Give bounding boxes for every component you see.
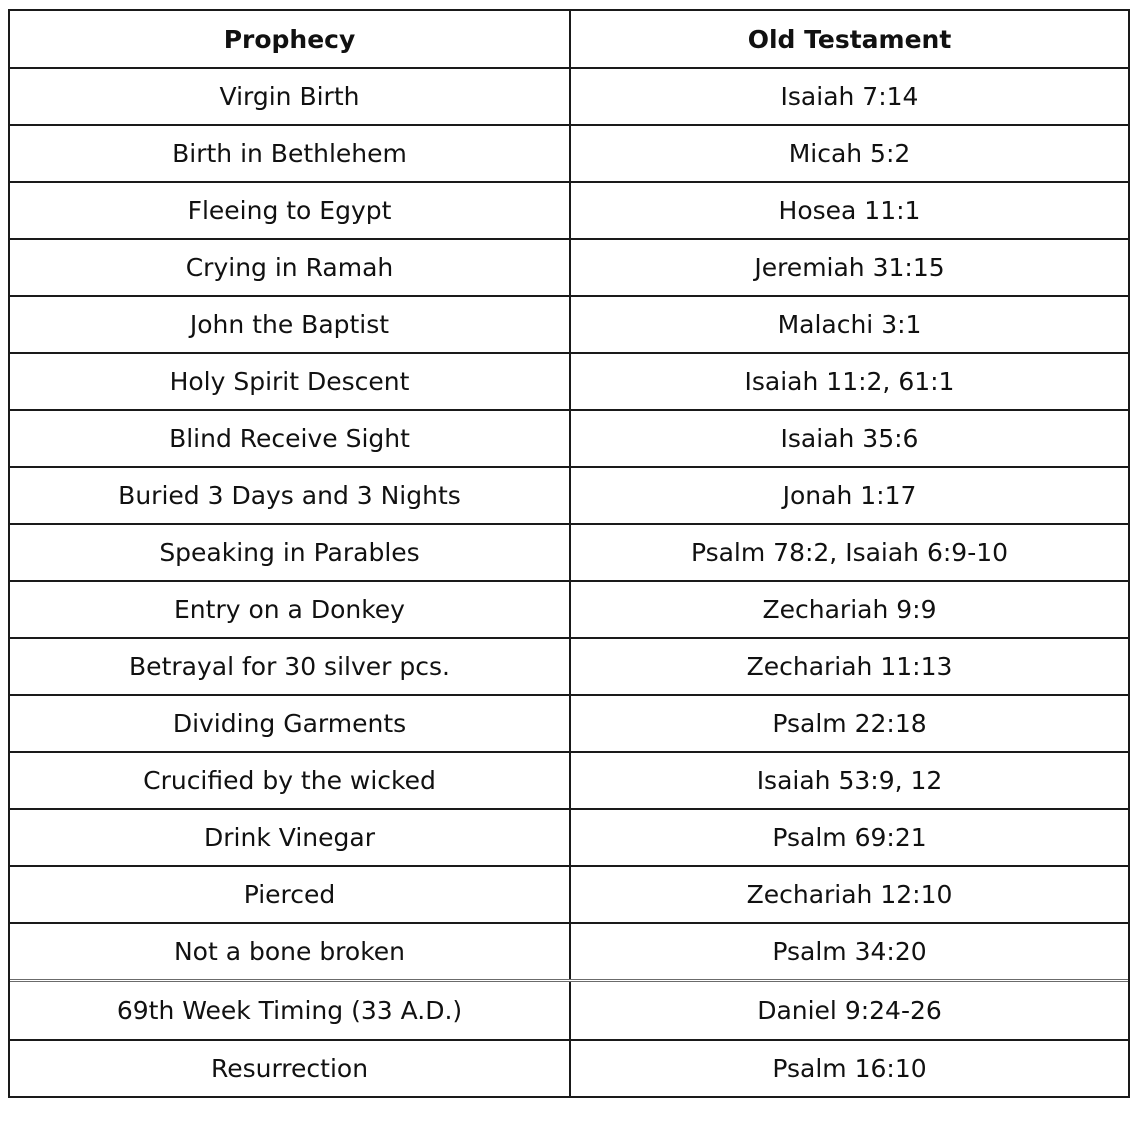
- reference-cell: Psalm 69:21: [570, 809, 1128, 866]
- table-row: [10, 923, 1128, 981]
- reference-cell: Zechariah 11:13: [570, 638, 1128, 695]
- prophecy-cell: Drink Vinegar: [10, 809, 570, 866]
- table-row: [10, 981, 1128, 1041]
- reference-cell: Jonah 1:17: [570, 467, 1128, 524]
- header-old-testament: Old Testament: [570, 11, 1128, 68]
- table-row: [10, 809, 1128, 866]
- reference-cell: Hosea 11:1: [570, 182, 1128, 239]
- table-row: [10, 581, 1128, 638]
- table-row: [10, 410, 1128, 467]
- reference-cell: Psalm 34:20: [570, 923, 1128, 981]
- prophecy-table-container: [8, 9, 1130, 1098]
- prophecy-cell: Crying in Ramah: [10, 239, 570, 296]
- prophecy-cell: Speaking in Parables: [10, 524, 570, 581]
- prophecy-cell: Entry on a Donkey: [10, 581, 570, 638]
- prophecy-cell: Holy Spirit Descent: [10, 353, 570, 410]
- table-row: [10, 866, 1128, 923]
- prophecy-cell: Dividing Garments: [10, 695, 570, 752]
- header-prophecy: Prophecy: [10, 11, 570, 68]
- prophecy-cell: Blind Receive Sight: [10, 410, 570, 467]
- prophecy-cell: Betrayal for 30 silver pcs.: [10, 638, 570, 695]
- table-row: [10, 239, 1128, 296]
- table-row: [10, 1040, 1128, 1096]
- reference-cell: Malachi 3:1: [570, 296, 1128, 353]
- reference-cell: Isaiah 53:9, 12: [570, 752, 1128, 809]
- reference-cell: Zechariah 9:9: [570, 581, 1128, 638]
- prophecy-cell: John the Baptist: [10, 296, 570, 353]
- table-row: [10, 296, 1128, 353]
- reference-cell: Isaiah 35:6: [570, 410, 1128, 467]
- table-row: [10, 68, 1128, 125]
- reference-cell: Zechariah 12:10: [570, 866, 1128, 923]
- prophecy-cell: Birth in Bethlehem: [10, 125, 570, 182]
- prophecy-cell: 69th Week Timing (33 A.D.): [10, 981, 570, 1041]
- prophecy-cell: Fleeing to Egypt: [10, 182, 570, 239]
- reference-cell: Micah 5:2: [570, 125, 1128, 182]
- table-row: [10, 752, 1128, 809]
- reference-cell: Psalm 78:2, Isaiah 6:9-10: [570, 524, 1128, 581]
- prophecy-cell: Resurrection: [10, 1040, 570, 1096]
- table-row: [10, 638, 1128, 695]
- prophecy-cell: Buried 3 Days and 3 Nights: [10, 467, 570, 524]
- reference-cell: Daniel 9:24-26: [570, 981, 1128, 1041]
- reference-cell: Jeremiah 31:15: [570, 239, 1128, 296]
- prophecy-cell: Not a bone broken: [10, 923, 570, 981]
- table-row: [10, 353, 1128, 410]
- table-row: [10, 182, 1128, 239]
- reference-cell: Isaiah 11:2, 61:1: [570, 353, 1128, 410]
- prophecy-cell: Virgin Birth: [10, 68, 570, 125]
- table-header-row: [10, 11, 1128, 68]
- prophecy-cell: Crucified by the wicked: [10, 752, 570, 809]
- reference-cell: Isaiah 7:14: [570, 68, 1128, 125]
- table-row: [10, 125, 1128, 182]
- reference-cell: Psalm 16:10: [570, 1040, 1128, 1096]
- prophecy-table: [10, 11, 1128, 1096]
- prophecy-cell: Pierced: [10, 866, 570, 923]
- table-row: [10, 524, 1128, 581]
- table-row: [10, 695, 1128, 752]
- table-row: [10, 467, 1128, 524]
- reference-cell: Psalm 22:18: [570, 695, 1128, 752]
